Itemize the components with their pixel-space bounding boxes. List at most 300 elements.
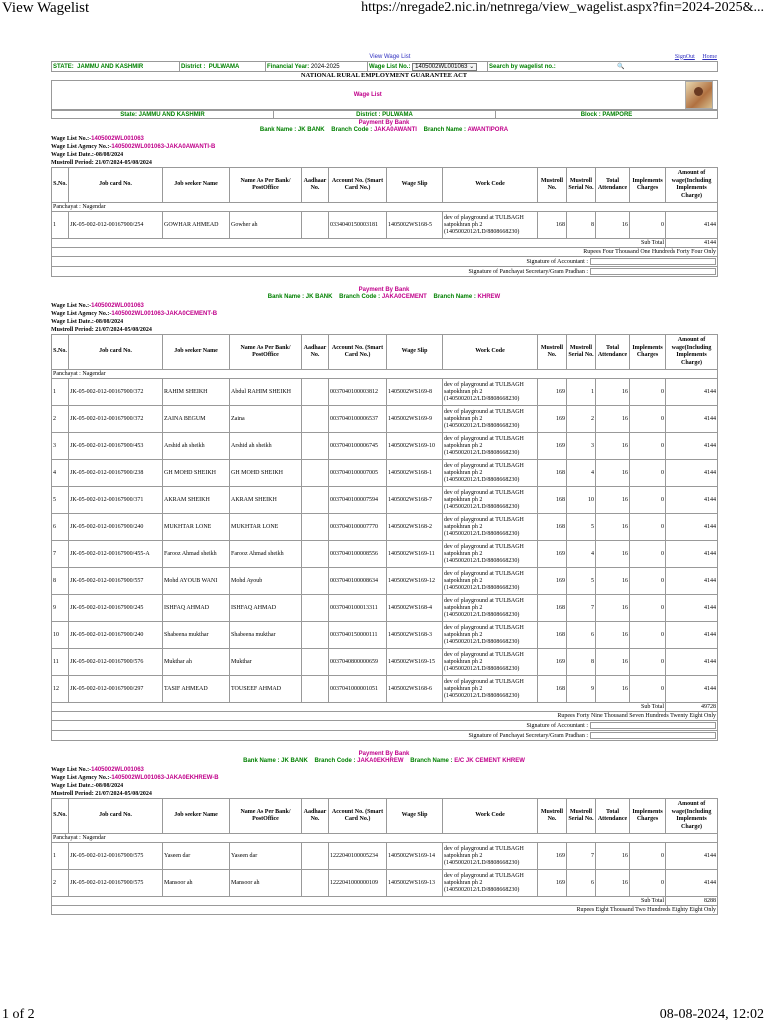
cell-amount: 4144	[666, 568, 718, 595]
cell-account: 0037041000001051	[329, 676, 387, 703]
cell-workcode: dev of playground at TULBAGH satpokhran ph 2 (1405002012/LD/8808668230)	[443, 649, 538, 676]
cell-wageslip: 1405002WS168-4	[387, 595, 443, 622]
cell-jobcard: JK-05-002-012-00167900/575	[69, 870, 163, 897]
cell-serial: 6	[567, 870, 596, 897]
col-header-wageslip: Wage Slip	[387, 799, 443, 834]
cell-seeker: ZAINA BEGUM	[163, 406, 230, 433]
cell-attendance: 16	[596, 460, 630, 487]
col-header-mustroll: Mustroll No.	[538, 168, 567, 203]
cell-jobcard: JK-05-002-012-00167900/238	[69, 460, 163, 487]
col-header-mustroll: Mustroll No.	[538, 335, 567, 370]
cell-serial: 7	[567, 595, 596, 622]
cell-amount: 4144	[666, 379, 718, 406]
cell-amount: 4144	[666, 622, 718, 649]
cell-sno: 8	[52, 568, 69, 595]
cell-workcode: dev of playground at TULBAGH satpokhran ph 2 (1405002012/LD/8808668230)	[443, 870, 538, 897]
act-title: NATIONAL RURAL EMPLOYMENT GUARANTEE ACT	[300, 72, 468, 79]
cell-jobcard: JK-05-002-012-00167900/575	[69, 843, 163, 870]
print-url: https://nregade2.nic.in/netnrega/view_wagelist.aspx?fin=2024-2025&...	[361, 0, 764, 15]
wage-list-sections	[51, 120, 717, 915]
col-header-jobcard: Job card No.	[69, 335, 163, 370]
bank-section	[51, 751, 717, 915]
cell-implements: 0	[630, 595, 666, 622]
cell-implements: 0	[630, 406, 666, 433]
cell-sno: 10	[52, 622, 69, 649]
wage-list-meta	[51, 302, 717, 334]
cell-mustroll: 169	[538, 870, 567, 897]
cell-amount: 4144	[666, 676, 718, 703]
cell-serial: 6	[567, 622, 596, 649]
cell-attendance: 16	[596, 622, 630, 649]
cell-attendance: 16	[596, 568, 630, 595]
table-row	[52, 487, 718, 514]
col-header-workcode: Work Code	[443, 335, 538, 370]
branch-name-value: AWANTIPORA	[467, 127, 509, 133]
table-row	[52, 568, 718, 595]
cell-seeker: Mohd AYOUB WANI	[163, 568, 230, 595]
table-row	[52, 433, 718, 460]
cell-seeker: GOWHAR AHMEAD	[163, 212, 230, 239]
sub-total-label: Sub Total	[52, 239, 666, 248]
cell-implements: 0	[630, 433, 666, 460]
signature-line	[590, 268, 716, 275]
cell-workcode: dev of playground at TULBAGH satpokhran ph 2 (1405002012/LD/8808668230)	[443, 379, 538, 406]
cell-mustroll: 169	[538, 379, 567, 406]
sub-total-value: 4144	[666, 239, 718, 248]
col-header-aadhaar: Aadhaar No.	[302, 168, 329, 203]
table-header-row	[52, 799, 718, 834]
page-number: 1 of 2	[2, 1007, 35, 1022]
cell-sno: 1	[52, 843, 69, 870]
cell-bankname: AKRAM SHEIKH	[230, 487, 302, 514]
cell-sno: 1	[52, 212, 69, 239]
cell-sno: 1	[52, 379, 69, 406]
mustroll-period: Mustroll Period: 21/07/2024-05/08/2024	[51, 791, 152, 797]
print-page-title: View Wagelist	[2, 0, 90, 16]
cell-serial: 1	[567, 379, 596, 406]
cell-serial: 8	[567, 649, 596, 676]
table-row	[52, 460, 718, 487]
cell-attendance: 16	[596, 379, 630, 406]
cell-attendance: 16	[596, 870, 630, 897]
top-bar	[51, 52, 717, 61]
cell-sno: 6	[52, 514, 69, 541]
cell-sno: 11	[52, 649, 69, 676]
cell-amount: 4144	[666, 595, 718, 622]
cell-mustroll: 168	[538, 487, 567, 514]
col-header-attendance: Total Attendance	[596, 335, 630, 370]
col-header-aadhaar: Aadhaar No.	[302, 335, 329, 370]
cell-mustroll: 168	[538, 595, 567, 622]
top-links	[669, 54, 717, 60]
col-header-account: Account No. (Smart Card No.)	[329, 799, 387, 834]
accountant-signature: Signature of Accountant :	[52, 721, 718, 731]
cell-implements: 0	[630, 460, 666, 487]
cell-seeker: MUKHTAR LONE	[163, 514, 230, 541]
cell-wageslip: 1405002WS169-10	[387, 433, 443, 460]
cell-workcode: dev of playground at TULBAGH satpokhran ph 2 (1405002012/LD/8808668230)	[443, 406, 538, 433]
cell-account: 0037040100003812	[329, 379, 387, 406]
cell-aadhaar	[302, 676, 329, 703]
cell-account: 0037040100008556	[329, 541, 387, 568]
cell-sno: 12	[52, 676, 69, 703]
cell-aadhaar	[302, 649, 329, 676]
col-header-attendance: Total Attendance	[596, 799, 630, 834]
cell-seeker: Yaseen dar	[163, 843, 230, 870]
branch-name-value: KHREW	[477, 294, 501, 300]
nrega-logo	[685, 81, 713, 109]
panchayat-name: Panchayat : Nagendar	[52, 203, 718, 212]
wage-list-title: Wage List	[52, 81, 684, 110]
amount-in-words: Rupees Forty Nine Thousand Seven Hundreds Twenty Eight Only	[52, 712, 718, 721]
cell-amount: 4144	[666, 433, 718, 460]
cell-attendance: 16	[596, 514, 630, 541]
bank-name-label: Bank Name :	[243, 758, 280, 764]
cell-jobcard: JK-05-002-012-00167900/297	[69, 676, 163, 703]
cell-implements: 0	[630, 676, 666, 703]
table-row	[52, 212, 718, 239]
bank-name-value: JK BANK	[305, 294, 333, 300]
cell-workcode: dev of playground at TULBAGH satpokhran ph 2 (1405002012/LD/8808668230)	[443, 541, 538, 568]
bank-info	[51, 294, 717, 302]
cell-bankname: Shabeena mukthar	[230, 622, 302, 649]
cell-account: 0037040100006745	[329, 433, 387, 460]
signature-line	[590, 258, 716, 265]
bank-name-value: JK BANK	[297, 127, 325, 133]
cell-amount: 4144	[666, 487, 718, 514]
cell-amount: 4144	[666, 541, 718, 568]
table-row	[52, 595, 718, 622]
wage-list-date: Wage List Date.:-08/08/2024	[51, 319, 124, 325]
cell-jobcard: JK-05-002-012-00167900/557	[69, 568, 163, 595]
cell-aadhaar	[302, 487, 329, 514]
cell-seeker: Mukthar ah	[163, 649, 230, 676]
wage-list-meta	[51, 766, 717, 798]
cell-workcode: dev of playground at TULBAGH satpokhran ph 2 (1405002012/LD/8808668230)	[443, 433, 538, 460]
amount-in-words: Rupees Four Thousand One Hundreds Forty Four Only	[52, 248, 718, 257]
view-wage-list-title: View Wage List	[369, 53, 411, 60]
location-bar	[51, 110, 718, 119]
cell-aadhaar	[302, 514, 329, 541]
bank-name-label: Bank Name :	[259, 127, 297, 133]
col-header-sno: S.No.	[52, 799, 69, 834]
cell-sno: 3	[52, 433, 69, 460]
mustroll-period: Mustroll Period: 21/07/2024-05/08/2024	[51, 160, 152, 166]
cell-serial: 4	[567, 460, 596, 487]
state-label: STATE:	[53, 63, 74, 70]
search-icon[interactable]: 🔍	[617, 64, 625, 70]
cell-aadhaar	[302, 433, 329, 460]
cell-wageslip: 1405002WS168-1	[387, 460, 443, 487]
bank-section	[51, 120, 717, 277]
col-header-amount: Amount of wage(Including Implements Charge)	[666, 335, 718, 370]
cell-mustroll: 168	[538, 514, 567, 541]
branch-name-value: E/C JK CEMENT KHREW	[454, 758, 525, 764]
amount-in-words: Rupees Eight Thousand Two Hundreds Eighty Eight Only	[52, 906, 718, 915]
branch-code-value: JAKA0AWANTI	[373, 127, 417, 133]
cell-amount: 4144	[666, 460, 718, 487]
cell-bankname: Gowher ah	[230, 212, 302, 239]
cell-bankname: GH MOHD SHEIKH	[230, 460, 302, 487]
cell-implements: 0	[630, 541, 666, 568]
bank-name-label: Bank Name :	[267, 294, 305, 300]
cell-aadhaar	[302, 843, 329, 870]
cell-aadhaar	[302, 568, 329, 595]
bank-section	[51, 287, 717, 741]
cell-aadhaar	[302, 595, 329, 622]
cell-bankname: Farooz Ahmad sheikh	[230, 541, 302, 568]
branch-code-label: Branch Code :	[339, 294, 381, 300]
cell-aadhaar	[302, 212, 329, 239]
cell-sno: 5	[52, 487, 69, 514]
cell-bankname: Zaina	[230, 406, 302, 433]
cell-mustroll: 169	[538, 649, 567, 676]
cell-implements: 0	[630, 843, 666, 870]
cell-aadhaar	[302, 406, 329, 433]
cell-implements: 0	[630, 514, 666, 541]
col-header-jobcard: Job card No.	[69, 168, 163, 203]
payment-by-bank: Payment By Bank	[358, 120, 410, 126]
col-header-implements: Implements Charges	[630, 335, 666, 370]
col-header-wageslip: Wage Slip	[387, 168, 443, 203]
cell-mustroll: 168	[538, 676, 567, 703]
cell-wageslip: 1405002WS168-6	[387, 676, 443, 703]
panchayat-signature: Signature of Panchayat Secretary/Gram Pradhan :	[52, 731, 718, 741]
col-header-bankname: Name As Per Bank/ PostOffice	[230, 335, 302, 370]
cell-amount: 4144	[666, 870, 718, 897]
cell-workcode: dev of playground at TULBAGH satpokhran ph 2 (1405002012/LD/8808668230)	[443, 514, 538, 541]
col-header-amount: Amount of wage(Including Implements Charge)	[666, 799, 718, 834]
cell-wageslip: 1405002WS168-2	[387, 514, 443, 541]
cell-account: 0334040150003181	[329, 212, 387, 239]
branch-name-label: Branch Name :	[423, 127, 466, 133]
cell-bankname: MUKHTAR LONE	[230, 514, 302, 541]
wage-list-no: Wage List No.:-1405002WL001063	[51, 303, 144, 309]
cell-serial: 5	[567, 568, 596, 595]
cell-attendance: 16	[596, 433, 630, 460]
col-header-amount: Amount of wage(Including Implements Charge)	[666, 168, 718, 203]
branch-name-label: Branch Name :	[433, 294, 476, 300]
col-header-workcode: Work Code	[443, 168, 538, 203]
state-value: JAMMU AND KASHMIR	[77, 63, 144, 70]
col-header-seeker: Job seeker Name	[163, 168, 230, 203]
cell-aadhaar	[302, 541, 329, 568]
cell-jobcard: JK-05-002-012-00167900/455-A	[69, 541, 163, 568]
cell-workcode: dev of playground at TULBAGH satpokhran ph 2 (1405002012/LD/8808668230)	[443, 595, 538, 622]
bank-info	[51, 758, 717, 766]
branch-code-label: Branch Code :	[331, 127, 373, 133]
cell-serial: 5	[567, 514, 596, 541]
bank-info	[51, 127, 717, 135]
fin-year-value: 2024-2025	[310, 63, 340, 70]
table-row	[52, 622, 718, 649]
cell-attendance: 16	[596, 595, 630, 622]
cell-jobcard: JK-05-002-012-00167900/371	[69, 487, 163, 514]
print-header	[0, 0, 768, 20]
wage-list-agency-no: Wage List Agency No.:-1405002WL001063-JAKA0EKHREW-B	[51, 775, 219, 781]
cell-bankname: ISHFAQ AHMAD	[230, 595, 302, 622]
cell-serial: 7	[567, 843, 596, 870]
cell-wageslip: 1405002WS169-15	[387, 649, 443, 676]
cell-serial: 3	[567, 433, 596, 460]
table-header-row	[52, 168, 718, 203]
cell-amount: 4144	[666, 843, 718, 870]
cell-bankname: Yaseen dar	[230, 843, 302, 870]
chevron-down-icon: ⌄	[469, 64, 475, 70]
wage-list-no: Wage List No.:-1405002WL001063	[51, 767, 144, 773]
cell-workcode: dev of playground at TULBAGH satpokhran ph 2 (1405002012/LD/8808668230)	[443, 487, 538, 514]
filter-bar	[51, 61, 718, 72]
table-row	[52, 870, 718, 897]
signout-link[interactable]: SignOut	[674, 53, 695, 60]
cell-bankname: Mukthar	[230, 649, 302, 676]
payment-by-bank: Payment By Bank	[358, 287, 410, 293]
wage-list-header	[51, 80, 718, 110]
table-row	[52, 379, 718, 406]
panchayat-signature: Signature of Panchayat Secretary/Gram Pradhan :	[52, 267, 718, 277]
col-header-wageslip: Wage Slip	[387, 335, 443, 370]
location-state: State: JAMMU AND KASHMIR	[52, 111, 274, 119]
wage-list-table	[51, 334, 718, 741]
cell-serial: 2	[567, 406, 596, 433]
cell-aadhaar	[302, 622, 329, 649]
cell-sno: 2	[52, 870, 69, 897]
cell-wageslip: 1405002WS169-12	[387, 568, 443, 595]
cell-account: 0037040100007594	[329, 487, 387, 514]
cell-bankname: TOUSEEF AHMAD	[230, 676, 302, 703]
cell-sno: 7	[52, 541, 69, 568]
cell-account: 0037040800000659	[329, 649, 387, 676]
cell-wageslip: 1405002WS169-13	[387, 870, 443, 897]
location-district: District : PULWAMA	[274, 111, 496, 119]
table-row	[52, 843, 718, 870]
cell-implements: 0	[630, 649, 666, 676]
cell-seeker: TASIF AHMEAD	[163, 676, 230, 703]
cell-sno: 4	[52, 460, 69, 487]
cell-attendance: 16	[596, 406, 630, 433]
sub-total-value: 8288	[666, 897, 718, 906]
cell-bankname: Arshid ah sheikh	[230, 433, 302, 460]
col-header-serial: Mustroll Serial No.	[567, 799, 596, 834]
cell-serial: 4	[567, 541, 596, 568]
cell-mustroll: 169	[538, 541, 567, 568]
cell-amount: 4144	[666, 212, 718, 239]
fin-year-label: Financial Year:	[267, 63, 310, 70]
col-header-aadhaar: Aadhaar No.	[302, 799, 329, 834]
cell-jobcard: JK-05-002-012-00167900/372	[69, 406, 163, 433]
branch-code-value: JAKA0CEMENT	[381, 294, 427, 300]
cell-bankname: Abdul RAHIM SHEIKH	[230, 379, 302, 406]
cell-account: 1222040100005234	[329, 843, 387, 870]
cell-jobcard: JK-05-002-012-00167900/245	[69, 595, 163, 622]
cell-wageslip: 1405002WS169-14	[387, 843, 443, 870]
cell-attendance: 16	[596, 541, 630, 568]
cell-bankname: Mansoor ah	[230, 870, 302, 897]
bank-name-value: JK BANK	[281, 758, 308, 764]
col-header-sno: S.No.	[52, 168, 69, 203]
col-header-serial: Mustroll Serial No.	[567, 168, 596, 203]
cell-seeker: Shabeena mukthar	[163, 622, 230, 649]
wage-list-table	[51, 167, 718, 277]
sub-total-label: Sub Total	[52, 703, 666, 712]
col-header-jobcard: Job card No.	[69, 799, 163, 834]
cell-mustroll: 168	[538, 460, 567, 487]
cell-seeker: GH MOHD SHEIKH	[163, 460, 230, 487]
table-row	[52, 541, 718, 568]
cell-attendance: 16	[596, 487, 630, 514]
district-value: PULWAMA	[208, 63, 240, 70]
col-header-implements: Implements Charges	[630, 168, 666, 203]
col-header-attendance: Total Attendance	[596, 168, 630, 203]
cell-account: 0037040100006537	[329, 406, 387, 433]
col-header-account: Account No. (Smart Card No.)	[329, 168, 387, 203]
cell-attendance: 16	[596, 676, 630, 703]
panchayat-name: Panchayat : Nagendar	[52, 370, 718, 379]
cell-workcode: dev of playground at TULBAGH satpokhran ph 2 (1405002012/LD/8808668230)	[443, 676, 538, 703]
branch-code-label: Branch Code :	[314, 758, 356, 764]
cell-workcode: dev of playground at TULBAGH satpokhran ph 2 (1405002012/LD/8808668230)	[443, 843, 538, 870]
cell-wageslip: 1405002WS168-3	[387, 622, 443, 649]
cell-implements: 0	[630, 487, 666, 514]
sub-total-label: Sub Total	[52, 897, 666, 906]
cell-account: 0037040100007005	[329, 460, 387, 487]
col-header-implements: Implements Charges	[630, 799, 666, 834]
cell-implements: 0	[630, 568, 666, 595]
wage-list-table	[51, 798, 718, 915]
cell-wageslip: 1405002WS169-8	[387, 379, 443, 406]
branch-name-label: Branch Name :	[410, 758, 453, 764]
cell-sno: 9	[52, 595, 69, 622]
col-header-workcode: Work Code	[443, 799, 538, 834]
table-row	[52, 649, 718, 676]
cell-aadhaar	[302, 870, 329, 897]
col-header-mustroll: Mustroll No.	[538, 799, 567, 834]
cell-mustroll: 169	[538, 843, 567, 870]
cell-wageslip: 1405002WS168-7	[387, 487, 443, 514]
cell-implements: 0	[630, 870, 666, 897]
wage-list-select[interactable]	[412, 63, 477, 71]
table-row	[52, 514, 718, 541]
wage-list-no: Wage List No.:-1405002WL001063	[51, 136, 144, 142]
panchayat-name: Panchayat : Nagendar	[52, 834, 718, 843]
cell-aadhaar	[302, 460, 329, 487]
cell-wageslip: 1405002WS169-9	[387, 406, 443, 433]
cell-mustroll: 169	[538, 406, 567, 433]
payment-by-bank: Payment By Bank	[358, 751, 410, 757]
cell-account: 0037040100007770	[329, 514, 387, 541]
wage-list-date: Wage List Date.:-08/08/2024	[51, 783, 124, 789]
cell-sno: 2	[52, 406, 69, 433]
cell-implements: 0	[630, 622, 666, 649]
cell-attendance: 16	[596, 649, 630, 676]
home-link[interactable]: Home	[702, 53, 717, 60]
wage-list-date: Wage List Date.:-08/08/2024	[51, 152, 124, 158]
col-header-bankname: Name As Per Bank/ PostOffice	[230, 168, 302, 203]
district-label: District :	[181, 63, 206, 70]
col-header-seeker: Job seeker Name	[163, 799, 230, 834]
cell-account: 0037040100013311	[329, 595, 387, 622]
table-header-row	[52, 335, 718, 370]
branch-code-value: JAKA0EKHREW	[357, 758, 404, 764]
cell-jobcard: JK-05-002-012-00167900/240	[69, 514, 163, 541]
cell-jobcard: JK-05-002-012-00167900/372	[69, 379, 163, 406]
cell-jobcard: JK-05-002-012-00167900/254	[69, 212, 163, 239]
wage-list-agency-no: Wage List Agency No.:-1405002WL001063-JAKA0AWANTI-B	[51, 144, 216, 150]
cell-attendance: 16	[596, 843, 630, 870]
wage-list-agency-no: Wage List Agency No.:-1405002WL001063-JAKA0CEMENT-B	[51, 311, 218, 317]
cell-amount: 4144	[666, 649, 718, 676]
cell-aadhaar	[302, 379, 329, 406]
